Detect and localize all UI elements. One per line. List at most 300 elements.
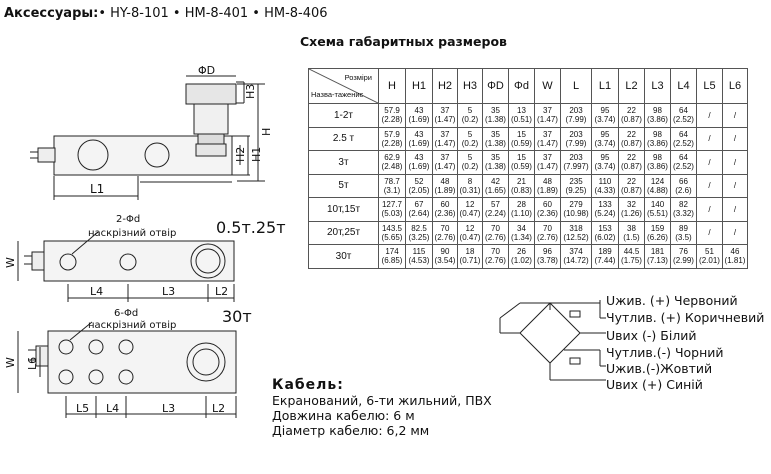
- cell-inch-value: (3.25): [408, 232, 430, 242]
- table-cell: [561, 245, 592, 269]
- top-view-small-drawing: [18, 232, 234, 302]
- cell-inch-value: (9.25): [565, 185, 587, 195]
- cell-mm-value: 34: [517, 223, 526, 233]
- cell-mm-value: 37: [440, 129, 450, 139]
- table-row: [309, 151, 748, 175]
- column-header: L4: [671, 69, 697, 104]
- cell-inch-value: (2.05): [408, 185, 430, 195]
- cell-inch-value: (0.87): [621, 162, 642, 172]
- cell-mm-value: /: [708, 157, 711, 167]
- column-header: W: [535, 69, 561, 104]
- row-capacity-label: 1-2т: [309, 104, 379, 128]
- label-H2: H2: [234, 146, 247, 162]
- table-cell: [509, 104, 535, 128]
- cell-inch-value: (3.5): [675, 232, 692, 242]
- table-cell: [458, 245, 483, 269]
- cell-inch-value: (3.74): [594, 138, 616, 148]
- cell-inch-value: (1.38): [485, 138, 506, 148]
- table-cell: [535, 104, 561, 128]
- table-row: [309, 221, 748, 245]
- column-header: H2: [433, 69, 458, 104]
- cell-inch-value: (2.52): [673, 162, 694, 172]
- table-cell: [592, 151, 619, 175]
- cell-inch-value: (1.47): [434, 115, 456, 125]
- table-cell: [697, 245, 723, 269]
- cell-inch-value: (0.2): [461, 138, 479, 148]
- cell-mm-value: 95: [600, 153, 610, 163]
- side-view-drawing: [30, 76, 265, 200]
- cell-mm-value: 133: [598, 200, 612, 210]
- cell-mm-value: 37: [543, 129, 552, 139]
- table-cell: [671, 127, 697, 151]
- column-header: ΦD: [483, 69, 509, 104]
- cable-info: [272, 378, 492, 438]
- cell-inch-value: (0.87): [621, 185, 642, 195]
- cable-heading: Кабель:: [272, 377, 344, 393]
- cell-mm-value: 64: [679, 106, 688, 116]
- table-cell: [379, 174, 406, 198]
- table-row: [309, 174, 748, 198]
- wire-label: Uвих (+) Синій: [606, 377, 703, 392]
- cell-inch-value: (1.47): [537, 138, 558, 148]
- table-cell: [561, 221, 592, 245]
- cell-inch-value: (0.59): [511, 138, 532, 148]
- cell-inch-value: (6.26): [647, 232, 668, 242]
- table-cell: [509, 174, 535, 198]
- table-cell: [509, 198, 535, 222]
- table-cell: [483, 104, 509, 128]
- cell-mm-value: /: [708, 181, 711, 191]
- cell-mm-value: 43: [414, 129, 424, 139]
- cell-mm-value: 67: [414, 200, 424, 210]
- cell-inch-value: (1.10): [511, 209, 532, 219]
- cell-inch-value: (1.38): [485, 162, 506, 172]
- label-L3-2: L3: [162, 402, 176, 415]
- cell-mm-value: 37: [440, 106, 450, 116]
- cell-inch-value: (2.01): [699, 256, 720, 266]
- table-cell: [535, 198, 561, 222]
- cell-inch-value: (1.38): [485, 115, 506, 125]
- table-cell: [433, 245, 458, 269]
- cell-inch-value: (6.85): [381, 256, 403, 266]
- cell-inch-value: (5.24): [594, 209, 616, 219]
- table-row: [309, 104, 748, 128]
- column-header: L6: [723, 69, 748, 104]
- table-cell: [697, 127, 723, 151]
- cell-mm-value: 38: [627, 223, 636, 233]
- cell-mm-value: /: [708, 204, 711, 214]
- column-header: H3: [458, 69, 483, 104]
- cell-mm-value: 28: [517, 200, 526, 210]
- cell-inch-value: (1.69): [408, 162, 430, 172]
- table-cell: [458, 174, 483, 198]
- cell-mm-value: 57.9: [384, 106, 400, 116]
- cell-mm-value: 57.9: [384, 129, 400, 139]
- table-cell: [645, 127, 671, 151]
- table-cell: [645, 174, 671, 198]
- table-cell: [723, 127, 748, 151]
- column-header: L1: [592, 69, 619, 104]
- cell-inch-value: (2.36): [537, 209, 558, 219]
- cell-inch-value: (3.74): [594, 115, 616, 125]
- cell-inch-value: (7.13): [647, 256, 668, 266]
- cell-inch-value: (0.47): [459, 209, 481, 219]
- top-view-large-drawing: [18, 322, 236, 418]
- cell-inch-value: (1.69): [408, 115, 430, 125]
- cell-inch-value: (0.2): [461, 162, 479, 172]
- cell-mm-value: 318: [569, 223, 583, 233]
- wire-label: Чутлив. (+) Коричневий: [606, 310, 765, 325]
- cell-inch-value: (14.72): [563, 256, 589, 266]
- cell-inch-value: (1.47): [434, 138, 456, 148]
- table-cell: [561, 127, 592, 151]
- table-cell: [406, 245, 433, 269]
- table-cell: [671, 245, 697, 269]
- wire-label: Uжив.(-)Жовтий: [606, 361, 713, 376]
- table-cell: [535, 221, 561, 245]
- cell-mm-value: /: [708, 134, 711, 144]
- cell-inch-value: (0.59): [511, 162, 532, 172]
- cell-mm-value: 60: [543, 200, 552, 210]
- caption-30t: 30т: [222, 307, 252, 326]
- row-capacity-label: 2.5 т: [309, 127, 379, 151]
- table-cell: [379, 127, 406, 151]
- corner-top-label: Розміри: [344, 73, 372, 82]
- table-cell: [723, 221, 748, 245]
- label-L1: L1: [90, 182, 105, 196]
- cell-inch-value: (0.71): [459, 256, 481, 266]
- table-cell: [483, 127, 509, 151]
- cell-inch-value: (3.86): [647, 162, 668, 172]
- cell-mm-value: 35: [491, 153, 500, 163]
- column-header: L5: [697, 69, 723, 104]
- table-cell: [645, 104, 671, 128]
- cell-inch-value: (12.52): [563, 232, 589, 242]
- cell-inch-value: (2.76): [537, 232, 558, 242]
- wiring-bridge-diagram: [500, 300, 606, 380]
- cell-mm-value: 22: [627, 153, 636, 163]
- cell-inch-value: (4.88): [647, 185, 668, 195]
- cell-mm-value: 70: [491, 247, 500, 257]
- table-cell: [406, 104, 433, 128]
- cell-inch-value: (1.89): [537, 185, 558, 195]
- cell-inch-value: (1.75): [621, 256, 642, 266]
- label-H: H: [260, 127, 273, 136]
- cell-inch-value: (3.86): [647, 115, 668, 125]
- cell-mm-value: 140: [650, 200, 665, 210]
- table-cell: [433, 151, 458, 175]
- cell-mm-value: 70: [491, 223, 500, 233]
- cell-mm-value: 18: [465, 247, 475, 257]
- column-header: L3: [645, 69, 671, 104]
- cell-inch-value: (5.51): [647, 209, 668, 219]
- wire-label: Uжив. (+) Червоний: [606, 293, 738, 308]
- label-L2-2: L2: [212, 402, 226, 415]
- table-cell: [406, 127, 433, 151]
- column-header: H1: [406, 69, 433, 104]
- cable-line: Довжина кабелю: 6 м: [272, 408, 415, 423]
- table-cell: [592, 221, 619, 245]
- cell-inch-value: (3.74): [594, 162, 616, 172]
- table-cell: [535, 151, 561, 175]
- cell-mm-value: 5: [467, 106, 473, 116]
- cell-inch-value: (1.89): [434, 185, 456, 195]
- label-through-hole-2: наскрізний отвір: [88, 320, 177, 331]
- cell-mm-value: 46: [730, 247, 740, 257]
- scheme-title: Схема габаритных размеров: [300, 34, 507, 49]
- label-through-hole-1: наскрізний отвір: [88, 228, 177, 239]
- table-cell: [433, 104, 458, 128]
- table-header-row: [309, 69, 748, 104]
- row-capacity-label: 20т,25т: [309, 221, 379, 245]
- cell-inch-value: (1.5): [623, 232, 640, 242]
- cell-inch-value: (3.78): [537, 256, 558, 266]
- cell-inch-value: (4.53): [408, 256, 430, 266]
- table-cell: [723, 245, 748, 269]
- cell-inch-value: (5.03): [381, 209, 403, 219]
- cell-mm-value: 22: [627, 129, 636, 139]
- table-cell: [619, 221, 645, 245]
- table-cell: [379, 104, 406, 128]
- table-cell: [592, 174, 619, 198]
- table-cell: [671, 174, 697, 198]
- table-cell: [406, 221, 433, 245]
- cell-mm-value: 90: [440, 247, 450, 257]
- cell-mm-value: 96: [543, 247, 552, 257]
- cell-mm-value: 37: [440, 153, 450, 163]
- cell-inch-value: (2.28): [381, 115, 403, 125]
- label-2-phid: 2-Φd: [116, 214, 141, 225]
- table-cell: [535, 174, 561, 198]
- label-L2-1: L2: [215, 285, 229, 298]
- cell-mm-value: 12: [465, 223, 475, 233]
- table-cell: [619, 151, 645, 175]
- table-cell: [483, 245, 509, 269]
- table-cell: [458, 221, 483, 245]
- table-cell: [619, 104, 645, 128]
- cell-mm-value: /: [733, 110, 737, 120]
- cell-mm-value: 43: [414, 153, 424, 163]
- cell-mm-value: 15: [517, 153, 526, 163]
- table-cell: [483, 198, 509, 222]
- cell-mm-value: 203: [569, 106, 583, 116]
- cell-inch-value: (0.31): [459, 185, 481, 195]
- cell-mm-value: 60: [440, 200, 450, 210]
- table-cell: [379, 245, 406, 269]
- cell-mm-value: 76: [679, 247, 688, 257]
- table-cell: [379, 151, 406, 175]
- table-row: [309, 127, 748, 151]
- cell-mm-value: 12: [465, 200, 475, 210]
- table-cell: [619, 245, 645, 269]
- accessories-list: • HY-8-101 • HM-8-401 • HM-8-406: [98, 6, 328, 21]
- table-cell: [406, 198, 433, 222]
- column-header: L: [561, 69, 592, 104]
- cell-mm-value: 22: [627, 176, 636, 186]
- table-cell: [379, 198, 406, 222]
- table-cell: [592, 245, 619, 269]
- label-L4-1: L4: [90, 285, 104, 298]
- table-cell: [433, 127, 458, 151]
- cell-inch-value: (2.52): [673, 115, 694, 125]
- table-cell: [645, 221, 671, 245]
- table-cell: [697, 221, 723, 245]
- accessories-label: Аксессуары:: [4, 6, 99, 21]
- cell-mm-value: 51: [705, 247, 714, 257]
- table-cell: [561, 174, 592, 198]
- cell-mm-value: 43: [414, 106, 424, 116]
- table-cell: [458, 151, 483, 175]
- cell-inch-value: (0.47): [459, 232, 481, 242]
- label-W-2: W: [4, 357, 17, 368]
- table-cell: [483, 174, 509, 198]
- cell-mm-value: 52: [414, 176, 424, 186]
- label-L3-1: L3: [162, 285, 176, 298]
- label-phiD: ΦD: [198, 64, 216, 77]
- label-6-phid: 6-Φd: [114, 308, 139, 319]
- cell-mm-value: 143.5: [381, 223, 403, 233]
- label-L5: L5: [76, 402, 90, 415]
- cell-inch-value: (2.36): [434, 209, 456, 219]
- cell-inch-value: (3.86): [647, 138, 668, 148]
- cell-mm-value: /: [733, 134, 737, 144]
- cell-inch-value: (4.33): [594, 185, 616, 195]
- table-cell: [671, 151, 697, 175]
- cell-mm-value: /: [733, 228, 737, 238]
- cell-inch-value: (7.99): [565, 115, 587, 125]
- cell-mm-value: 32: [627, 200, 636, 210]
- table-cell: [406, 151, 433, 175]
- cell-inch-value: (0.2): [461, 115, 479, 125]
- table-row: [309, 245, 748, 269]
- cell-mm-value: 37: [543, 106, 552, 116]
- table-cell: [723, 151, 748, 175]
- cell-inch-value: (2.52): [673, 138, 694, 148]
- cell-inch-value: (0.87): [621, 138, 642, 148]
- cell-mm-value: 374: [569, 247, 583, 257]
- table-cell: [379, 221, 406, 245]
- wire-label: Чутлив.(-) Чорний: [606, 345, 724, 360]
- cell-mm-value: 95: [600, 106, 610, 116]
- cell-inch-value: (2.99): [673, 256, 694, 266]
- cell-mm-value: 62.9: [384, 153, 400, 163]
- cable-line: Екранований, 6-ти жильний, ПВХ: [272, 393, 492, 408]
- cell-inch-value: (3.1): [383, 185, 401, 195]
- cell-inch-value: (1.26): [621, 209, 642, 219]
- table-cell: [509, 127, 535, 151]
- cell-mm-value: 82: [679, 200, 688, 210]
- cell-mm-value: 13: [517, 106, 526, 116]
- table-cell: [723, 104, 748, 128]
- cell-mm-value: 66: [679, 176, 688, 186]
- table-cell: [592, 127, 619, 151]
- label-W-1: W: [4, 257, 17, 268]
- cell-inch-value: (0.87): [621, 115, 642, 125]
- table-cell: [509, 151, 535, 175]
- column-header: Φd: [509, 69, 535, 104]
- cell-mm-value: 22: [627, 106, 636, 116]
- table-row: [309, 198, 748, 222]
- table-cell: [458, 198, 483, 222]
- table-cell: [509, 221, 535, 245]
- cell-mm-value: 203: [569, 129, 583, 139]
- row-capacity-label: 3т: [309, 151, 379, 175]
- cell-mm-value: 57: [491, 200, 500, 210]
- cell-mm-value: 98: [653, 153, 662, 163]
- cell-mm-value: 98: [653, 129, 662, 139]
- table-cell: [535, 127, 561, 151]
- cell-mm-value: 124: [650, 176, 665, 186]
- cell-mm-value: 44.5: [623, 247, 640, 257]
- cell-inch-value: (0.83): [511, 185, 532, 195]
- table-cell: [592, 198, 619, 222]
- cell-inch-value: (2.6): [675, 185, 692, 195]
- cell-mm-value: 15: [517, 129, 526, 139]
- table-cell: [483, 151, 509, 175]
- cell-inch-value: (10.98): [563, 209, 589, 219]
- cell-inch-value: (7.44): [594, 256, 616, 266]
- cell-inch-value: (3.32): [673, 209, 694, 219]
- cell-mm-value: /: [733, 157, 737, 167]
- cell-mm-value: 42: [491, 176, 500, 186]
- cell-mm-value: 189: [598, 247, 612, 257]
- table-cell: [561, 104, 592, 128]
- cell-inch-value: (7.997): [563, 162, 589, 172]
- label-L4-2: L4: [106, 402, 120, 415]
- table-cell: [671, 104, 697, 128]
- cell-mm-value: 110: [598, 176, 612, 186]
- cell-inch-value: (0.51): [511, 115, 532, 125]
- cell-inch-value: (3.54): [434, 256, 456, 266]
- table-cell: [406, 174, 433, 198]
- label-H3: H3: [244, 83, 257, 99]
- table-body: [309, 104, 748, 269]
- table-cell: [723, 198, 748, 222]
- cell-mm-value: /: [708, 110, 711, 120]
- wire-label: Uвих (-) Білий: [606, 328, 697, 343]
- cell-inch-value: (2.64): [408, 209, 430, 219]
- table-cell: [671, 198, 697, 222]
- cell-inch-value: (1.34): [511, 232, 532, 242]
- cell-inch-value: (1.02): [511, 256, 532, 266]
- cell-mm-value: 98: [653, 106, 662, 116]
- table-cell: [645, 198, 671, 222]
- table-cell: [697, 174, 723, 198]
- cell-mm-value: 235: [569, 176, 583, 186]
- cell-inch-value: (1.47): [434, 162, 456, 172]
- cell-mm-value: 70: [543, 223, 552, 233]
- cell-mm-value: 203: [569, 153, 583, 163]
- cell-inch-value: (1.81): [724, 256, 746, 266]
- table-cell: [645, 151, 671, 175]
- row-capacity-label: 5т: [309, 174, 379, 198]
- table-cell: [697, 198, 723, 222]
- cell-inch-value: (1.47): [537, 115, 558, 125]
- cell-mm-value: 115: [412, 247, 426, 257]
- cell-mm-value: 8: [467, 176, 473, 186]
- cell-mm-value: 5: [467, 153, 473, 163]
- table-cell: [592, 104, 619, 128]
- cell-inch-value: (1.47): [537, 162, 558, 172]
- label-L6: L6: [26, 356, 39, 370]
- cell-inch-value: (7.99): [565, 138, 587, 148]
- cell-inch-value: (1.69): [408, 138, 430, 148]
- table-cell: [433, 198, 458, 222]
- cell-mm-value: 35: [491, 106, 500, 116]
- cell-inch-value: (2.76): [434, 232, 456, 242]
- table-corner-cell: [309, 69, 379, 104]
- cell-mm-value: 48: [440, 176, 450, 186]
